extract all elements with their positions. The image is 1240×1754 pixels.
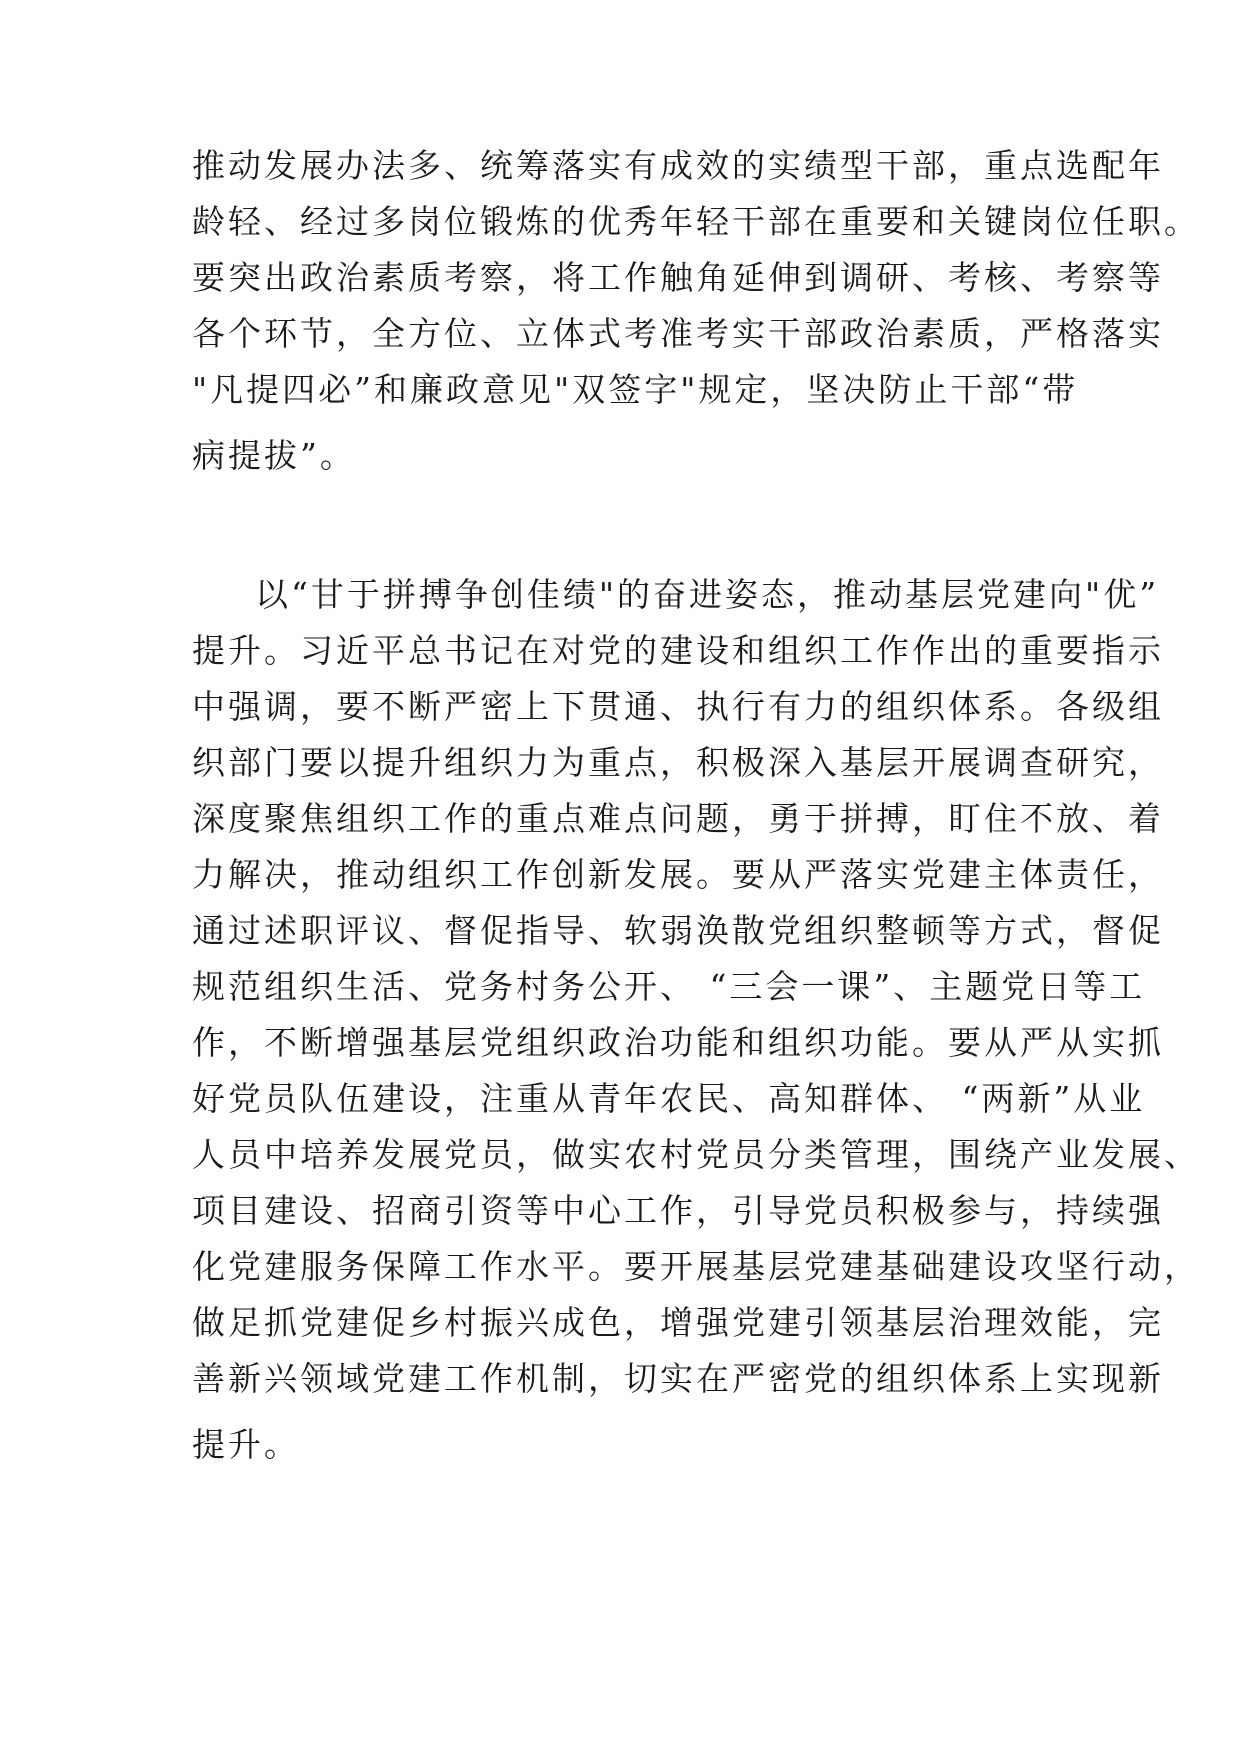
paragraph-line: 以“甘于拼搏争创佳绩"的奋进姿态，推动基层党建向"优” <box>255 575 1160 614</box>
paragraph-line: 做足抓党建促乡村振兴成色，增强党建引领基层治理效能，完 <box>192 1303 1164 1342</box>
paragraph-line: 好党员队伍建设，注重从青年农民、高知群体、 “两新”从业 <box>192 1079 1146 1118</box>
paragraph-line: 提升。习近平总书记在对党的建设和组织工作作出的重要指示 <box>192 631 1164 670</box>
paragraph-line: 化党建服务保障工作水平。要开展基层党建基础建设攻坚行动， <box>192 1247 1200 1286</box>
paragraph-line: 织部门要以提升组织力为重点，积极深入基层开展调查研究， <box>192 743 1164 782</box>
paragraph-line: 通过述职评议、督促指导、软弱涣散党组织整顿等方式，督促 <box>192 911 1164 950</box>
paragraph-line: 深度聚焦组织工作的重点难点问题，勇于拼搏，盯住不放、着 <box>192 799 1164 838</box>
paragraph-line: 各个环节，全方位、立体式考准考实干部政治素质，严格落实 <box>192 314 1164 353</box>
paragraph-line: 善新兴领域党建工作机制，切实在严密党的组织体系上实现新 <box>192 1359 1164 1398</box>
paragraph-line: 龄轻、经过多岗位锻炼的优秀年轻干部在重要和关键岗位任职。 <box>192 202 1200 241</box>
paragraph-line: 作，不断增强基层党组织政治功能和组织功能。要从严从实抓 <box>192 1023 1164 1062</box>
paragraph-line: 规范组织生活、党务村务公开、 “三会一课”、主题党日等工 <box>192 967 1146 1006</box>
paragraph-line: 提升。 <box>192 1425 300 1464</box>
paragraph-line: 中强调，要不断严密上下贯通、执行有力的组织体系。各级组 <box>192 687 1164 726</box>
paragraph-line: 推动发展办法多、统筹落实有成效的实绩型干部，重点选配年 <box>192 146 1164 185</box>
paragraph-line: 力解决，推动组织工作创新发展。要从严落实党建主体责任， <box>192 855 1164 894</box>
paragraph-line: 人员中培养发展党员，做实农村党员分类管理，围绕产业发展、 <box>192 1135 1200 1174</box>
paragraph-line: "凡提四必”和廉政意见"双签字"规定，坚决防止干部“带 <box>192 370 1079 409</box>
paragraph-line: 病提拔”。 <box>192 436 356 475</box>
paragraph-line: 要突出政治素质考察，将工作触角延伸到调研、考核、考察等 <box>192 258 1164 297</box>
paragraph-line: 项目建设、招商引资等中心工作，引导党员积极参与，持续强 <box>192 1191 1164 1230</box>
